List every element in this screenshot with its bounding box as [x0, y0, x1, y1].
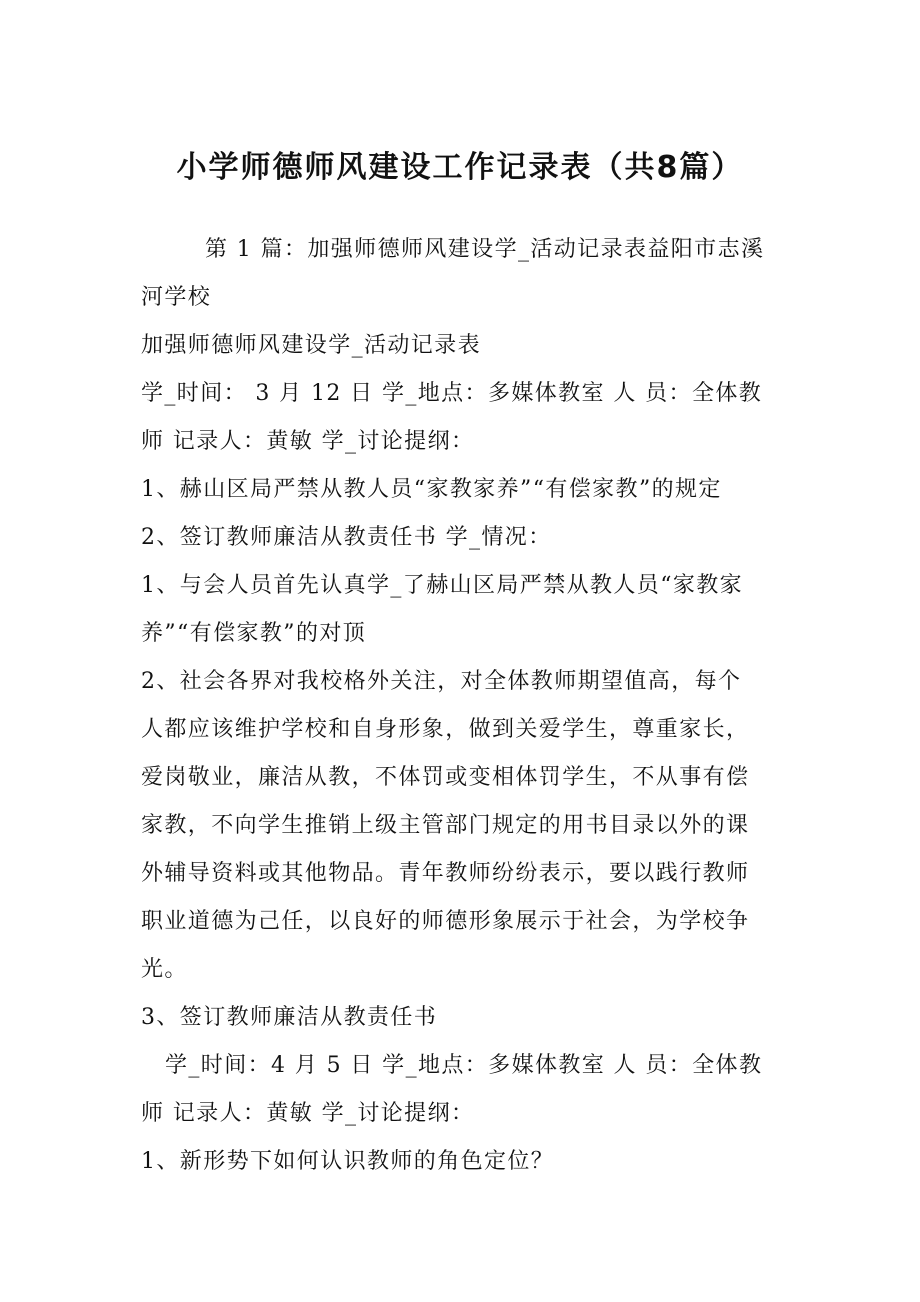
body-line: 家教，不向学生推销上级主管部门规定的用书目录以外的课	[141, 813, 750, 838]
body-line: 光。	[141, 957, 188, 982]
body-line: 爱岗敬业，廉洁从教，不体罚或变相体罚学生，不从事有偿	[141, 765, 750, 790]
body-line: 河学校	[141, 285, 212, 310]
chapter-heading-line: 第 1 篇：加强师德师风建设学_活动记录表益阳市志溪	[205, 237, 765, 262]
body-line: 1、赫山区局严禁从教人员“家教家养”“有偿家教”的规定	[141, 477, 722, 502]
body-line: 1、新形势下如何认识教师的角色定位？	[141, 1149, 555, 1174]
body-line: 1、与会人员首先认真学_了赫山区局严禁从教人员“家教家	[141, 573, 744, 598]
body-line: 人都应该维护学校和自身形象，做到关爱学生，尊重家长，	[141, 717, 750, 742]
body-line: 师 记录人：黄敏 学_讨论提纲：	[141, 1101, 475, 1126]
body-line: 3、签订教师廉洁从教责任书	[141, 1005, 438, 1030]
body-line: 师 记录人：黄敏 学_讨论提纲：	[141, 429, 475, 454]
body-line: 学_时间： 3 月 12 日 学_地点：多媒体教室 人 员：全体教	[141, 381, 763, 406]
document-title: 小学师德师风建设工作记录表（共8篇）	[176, 150, 744, 185]
body-line: 养”“有偿家教”的对顶	[141, 621, 367, 646]
body-line: 职业道德为己任，以良好的师德形象展示于社会，为学校争	[141, 909, 750, 934]
body-line: 2、社会各界对我校格外关注，对全体教师期望值高，每个	[141, 669, 742, 694]
body-line: 2、签订教师廉洁从教责任书 学_情况：	[141, 525, 552, 550]
document-body	[141, 226, 791, 1186]
body-line: 外辅导资料或其他物品。青年教师纷纷表示，要以践行教师	[141, 861, 750, 886]
body-line: 学_时间：4 月 5 日 学_地点：多媒体教室 人 员：全体教	[165, 1053, 763, 1078]
body-line: 加强师德师风建设学_活动记录表	[141, 333, 482, 358]
